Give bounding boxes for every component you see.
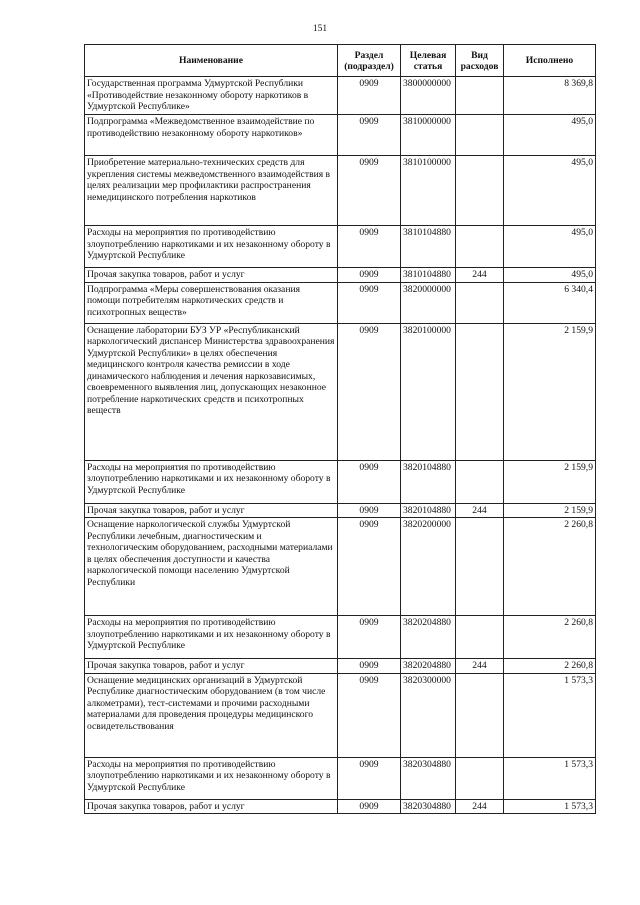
cell-executed: 6 340,4 [504,282,596,323]
cell-expense-type [456,226,504,268]
cell-section: 0909 [338,799,401,814]
cell-expense-type [456,77,504,115]
cell-expense-type [456,460,504,503]
cell-expense-type: 244 [456,799,504,814]
cell-executed: 8 369,8 [504,77,596,115]
cell-executed: 1 573,3 [504,673,596,757]
header-executed: Исполнено [504,45,596,77]
cell-section: 0909 [338,460,401,503]
table-row [85,115,596,156]
cell-article: 3820204880 [401,616,456,659]
cell-name: Расходы на мероприятия по противодействию злоупотреблению наркотиками и их незаконному обороту в Удмуртской Республике [85,757,338,799]
page-number: 151 [312,24,328,34]
table-row [85,673,596,757]
cell-executed: 2 159,9 [504,460,596,503]
table-row [85,282,596,323]
cell-executed: 1 573,3 [504,757,596,799]
cell-expense-type [456,282,504,323]
cell-section: 0909 [338,616,401,659]
cell-name: Прочая закупка товаров, работ и услуг [85,659,338,674]
cell-executed: 495,0 [504,226,596,268]
cell-section: 0909 [338,673,401,757]
cell-executed: 2 260,8 [504,616,596,659]
cell-name: Расходы на мероприятия по противодействию злоупотреблению наркотиками и их незаконному обороту в Удмуртской Республике [85,460,338,503]
cell-expense-type: 244 [456,503,504,518]
cell-executed: 2 260,8 [504,518,596,616]
cell-executed: 1 573,3 [504,799,596,814]
cell-section: 0909 [338,226,401,268]
table-row [85,659,596,674]
cell-executed: 2 159,9 [504,323,596,460]
cell-section: 0909 [338,518,401,616]
cell-executed: 495,0 [504,268,596,283]
cell-article: 3810100000 [401,156,456,226]
cell-name: Расходы на мероприятия по противодействию злоупотреблению наркотиками и их незаконному обороту в Удмуртской Республике [85,616,338,659]
header-name: Наименование [85,45,338,77]
cell-executed: 2 260,8 [504,659,596,674]
table-row [85,799,596,814]
cell-name: Подпрограмма «Меры совершенствования оказания помощи потребителям наркотических средств и психотропных веществ» [85,282,338,323]
cell-article: 3810104880 [401,226,456,268]
cell-article: 3820300000 [401,673,456,757]
cell-name: Расходы на мероприятия по противодействию злоупотреблению наркотиками и их незаконному обороту в Удмуртской Республике [85,226,338,268]
cell-article: 3820104880 [401,503,456,518]
cell-name: Государственная программа Удмуртской Республики «Противодействие незаконному обороту наркотиков в Удмуртской Республике» [85,77,338,115]
table-row [85,77,596,115]
cell-expense-type [456,156,504,226]
cell-executed: 2 159,9 [504,503,596,518]
cell-name: Подпрограмма «Межведомственное взаимодействие по противодействию незаконному обороту наркотиков» [85,115,338,156]
table-header-row [85,45,596,77]
table-row [85,323,596,460]
cell-expense-type: 244 [456,268,504,283]
cell-section: 0909 [338,77,401,115]
table-row [85,268,596,283]
cell-expense-type [456,518,504,616]
cell-expense-type [456,757,504,799]
budget-table [84,44,596,814]
cell-article: 3820304880 [401,799,456,814]
cell-name: Прочая закупка товаров, работ и услуг [85,503,338,518]
cell-section: 0909 [338,757,401,799]
cell-article: 3820204880 [401,659,456,674]
cell-section: 0909 [338,323,401,460]
table-row [85,156,596,226]
table-row [85,226,596,268]
cell-section: 0909 [338,268,401,283]
cell-executed: 495,0 [504,156,596,226]
cell-name: Прочая закупка товаров, работ и услуг [85,268,338,283]
cell-name: Оснащение лаборатории БУЗ УР «Республиканский наркологический диспансер Министерства здравоохранения Удмуртской Республики» в целях обеспечения медицинского контроля качества ремиссии в ходе динамического наблюдения и лечения наркозависимых, своевременного выявления лиц, допускающих незаконное потребление наркотических средств и психотропных веществ [85,323,338,460]
cell-executed: 495,0 [504,115,596,156]
cell-article: 3810104880 [401,268,456,283]
header-section: Раздел (подраздел) [338,45,401,77]
cell-expense-type: 244 [456,659,504,674]
cell-name: Приобретение материально-технических средств для укрепления системы межведомственного взаимодействия в целях реализации мер профилактики распространения немедицинского потребления наркотиков [85,156,338,226]
cell-expense-type [456,115,504,156]
header-expense-type: Вид расходов [456,45,504,77]
table-row [85,518,596,616]
cell-name: Оснащение медицинских организаций в Удмуртской Республике диагностическим оборудованием (в том числе алкометрами), тест-системами и прочими расходными материалами для проведения процедуры медицинского освидетельствования [85,673,338,757]
cell-article: 3810000000 [401,115,456,156]
cell-article: 3820000000 [401,282,456,323]
cell-article: 3820304880 [401,757,456,799]
cell-section: 0909 [338,156,401,226]
cell-name: Прочая закупка товаров, работ и услуг [85,799,338,814]
cell-article: 3800000000 [401,77,456,115]
cell-name: Оснащение наркологической службы Удмуртской Республики лечебным, диагностическим и технологическим оборудованием, расходными материалами в целях обеспечения доступности и качества наркологической помощи населению Удмуртской Республики [85,518,338,616]
cell-expense-type [456,323,504,460]
cell-expense-type [456,616,504,659]
table-row [85,460,596,503]
cell-section: 0909 [338,503,401,518]
table-row [85,616,596,659]
cell-article: 3820200000 [401,518,456,616]
table-row [85,503,596,518]
cell-section: 0909 [338,659,401,674]
header-article: Целевая статья [401,45,456,77]
cell-section: 0909 [338,115,401,156]
cell-article: 3820104880 [401,460,456,503]
cell-article: 3820100000 [401,323,456,460]
cell-section: 0909 [338,282,401,323]
table-row [85,757,596,799]
cell-expense-type [456,673,504,757]
